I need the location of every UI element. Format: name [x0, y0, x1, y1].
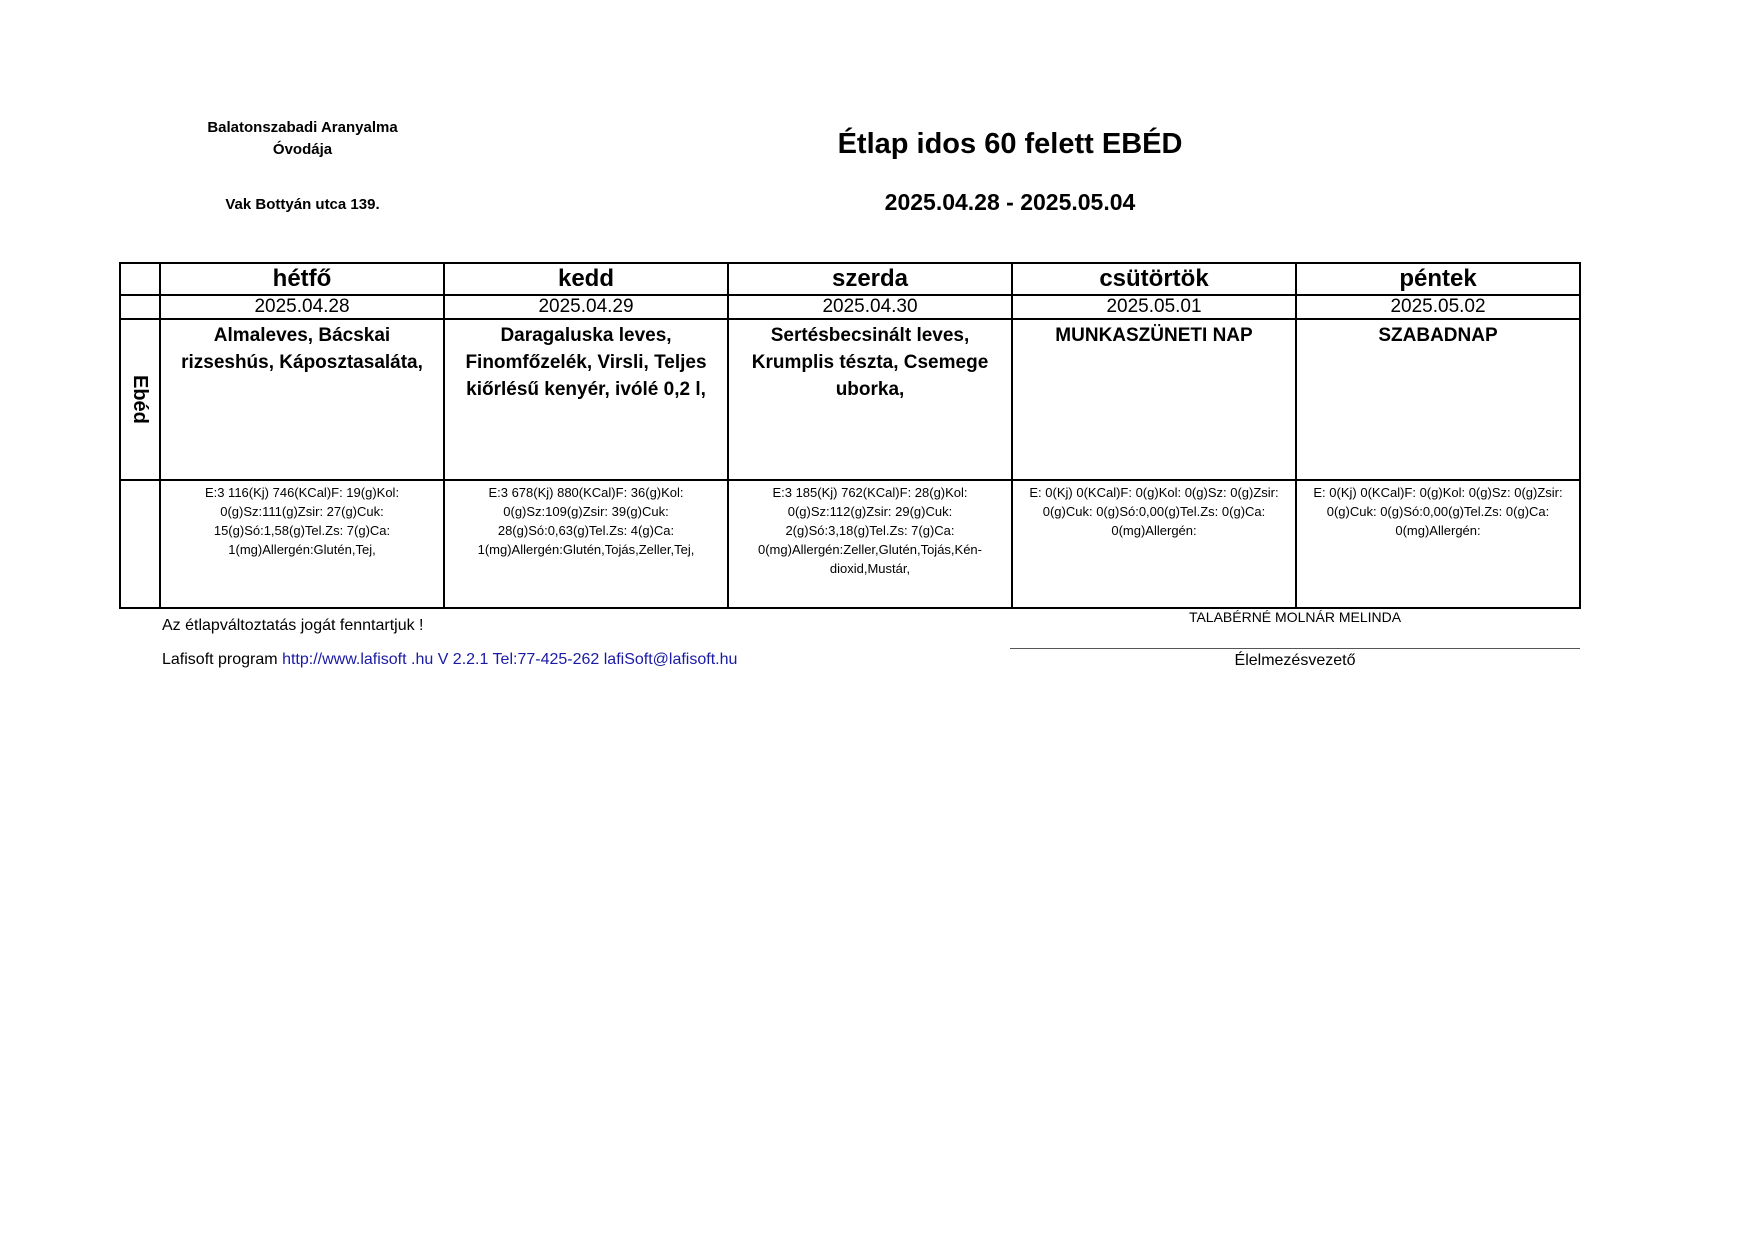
day-name-cell: szerda: [728, 263, 1012, 295]
corner-cell: [120, 295, 160, 319]
date-row: [120, 295, 1580, 319]
date-cell: 2025.05.01: [1012, 295, 1296, 319]
nutrition-cell: E: 0(Kj) 0(KCal)F: 0(g)Kol: 0(g)Sz: 0(g)Zsir: 0(g)Cuk: 0(g)Só:0,00(g)Tel.Zs: 0(g)Ca: 0(mg)Allergén:: [1012, 480, 1296, 608]
meal-cell: SZABADNAP: [1296, 319, 1580, 480]
signature-line: [1010, 648, 1580, 649]
corner-cell: [120, 263, 160, 295]
nutrition-cell: E:3 185(Kj) 762(KCal)F: 28(g)Kol: 0(g)Sz:112(g)Zsir: 29(g)Cuk: 2(g)Só:3,18(g)Tel.Zs: 7(g)Ca: 0(mg)Allergén:Zeller,Glutén,Tojás,Kén-dioxid,Mustár,: [728, 480, 1012, 608]
software-info: [162, 651, 737, 669]
organization-name-line1: Balatonszabadi Aranyalma: [207, 119, 398, 136]
signatory-name: TALABÉRNÉ MOLNÁR MELINDA: [1188, 609, 1402, 625]
date-cell: 2025.04.30: [728, 295, 1012, 319]
software-prefix: Lafisoft program: [162, 651, 278, 668]
date-cell: 2025.05.02: [1296, 295, 1580, 319]
date-cell: 2025.04.28: [160, 295, 444, 319]
organization-address: Vak Bottyán utca 139.: [225, 196, 380, 213]
signatory-role: Élelmezésvezető: [1234, 652, 1356, 669]
meal-cell: Daragaluska leves, Finomfőzelék, Virsli, Teljes kiőrlésű kenyér, ivólé 0,2 l,: [444, 319, 728, 480]
day-name-cell: hétfő: [160, 263, 444, 295]
corner-cell: [120, 480, 160, 608]
day-name-cell: csütörtök: [1012, 263, 1296, 295]
organization-name-line2: Óvodája: [272, 141, 333, 158]
date-cell: 2025.04.29: [444, 295, 728, 319]
row-label: Ebéd: [129, 375, 151, 424]
meal-row: [120, 319, 1580, 480]
nutrition-cell: E:3 678(Kj) 880(KCal)F: 36(g)Kol: 0(g)Sz:109(g)Zsir: 39(g)Cuk: 28(g)Só:0,63(g)Tel.Zs: 4(g)Ca: 1(mg)Allergén:Glutén,Tojás,Zeller,Tej,: [444, 480, 728, 608]
document-title: Étlap idos 60 felett EBÉD: [837, 128, 1183, 160]
change-notice: Az étlapváltoztatás jogát fenntartjuk !: [162, 617, 424, 634]
meal-cell: MUNKASZÜNETI NAP: [1012, 319, 1296, 480]
software-link[interactable]: http://www.lafisoft .hu V 2.2.1 Tel:77-425-262 lafiSoft@lafisoft.hu: [282, 651, 738, 668]
organization-name: [190, 117, 415, 161]
day-name-cell: kedd: [444, 263, 728, 295]
nutrition-cell: E: 0(Kj) 0(KCal)F: 0(g)Kol: 0(g)Sz: 0(g)Zsir: 0(g)Cuk: 0(g)Só:0,00(g)Tel.Zs: 0(g)Ca: 0(mg)Allergén:: [1296, 480, 1580, 608]
date-range: 2025.04.28 - 2025.05.04: [884, 189, 1136, 215]
nutrition-row: [120, 480, 1580, 608]
day-name-row: [120, 263, 1580, 295]
day-name-cell: péntek: [1296, 263, 1580, 295]
meal-cell: Sertésbecsinált leves, Krumplis tészta, Csemege uborka,: [728, 319, 1012, 480]
meal-cell: Almaleves, Bácskai rizseshús, Káposztasaláta,: [160, 319, 444, 480]
nutrition-cell: E:3 116(Kj) 746(KCal)F: 19(g)Kol: 0(g)Sz:111(g)Zsir: 27(g)Cuk: 15(g)Só:1,58(g)Tel.Zs: 7(g)Ca: 1(mg)Allergén:Glutén,Tej,: [160, 480, 444, 608]
row-label-cell: [120, 319, 160, 480]
menu-table: [119, 262, 1581, 609]
